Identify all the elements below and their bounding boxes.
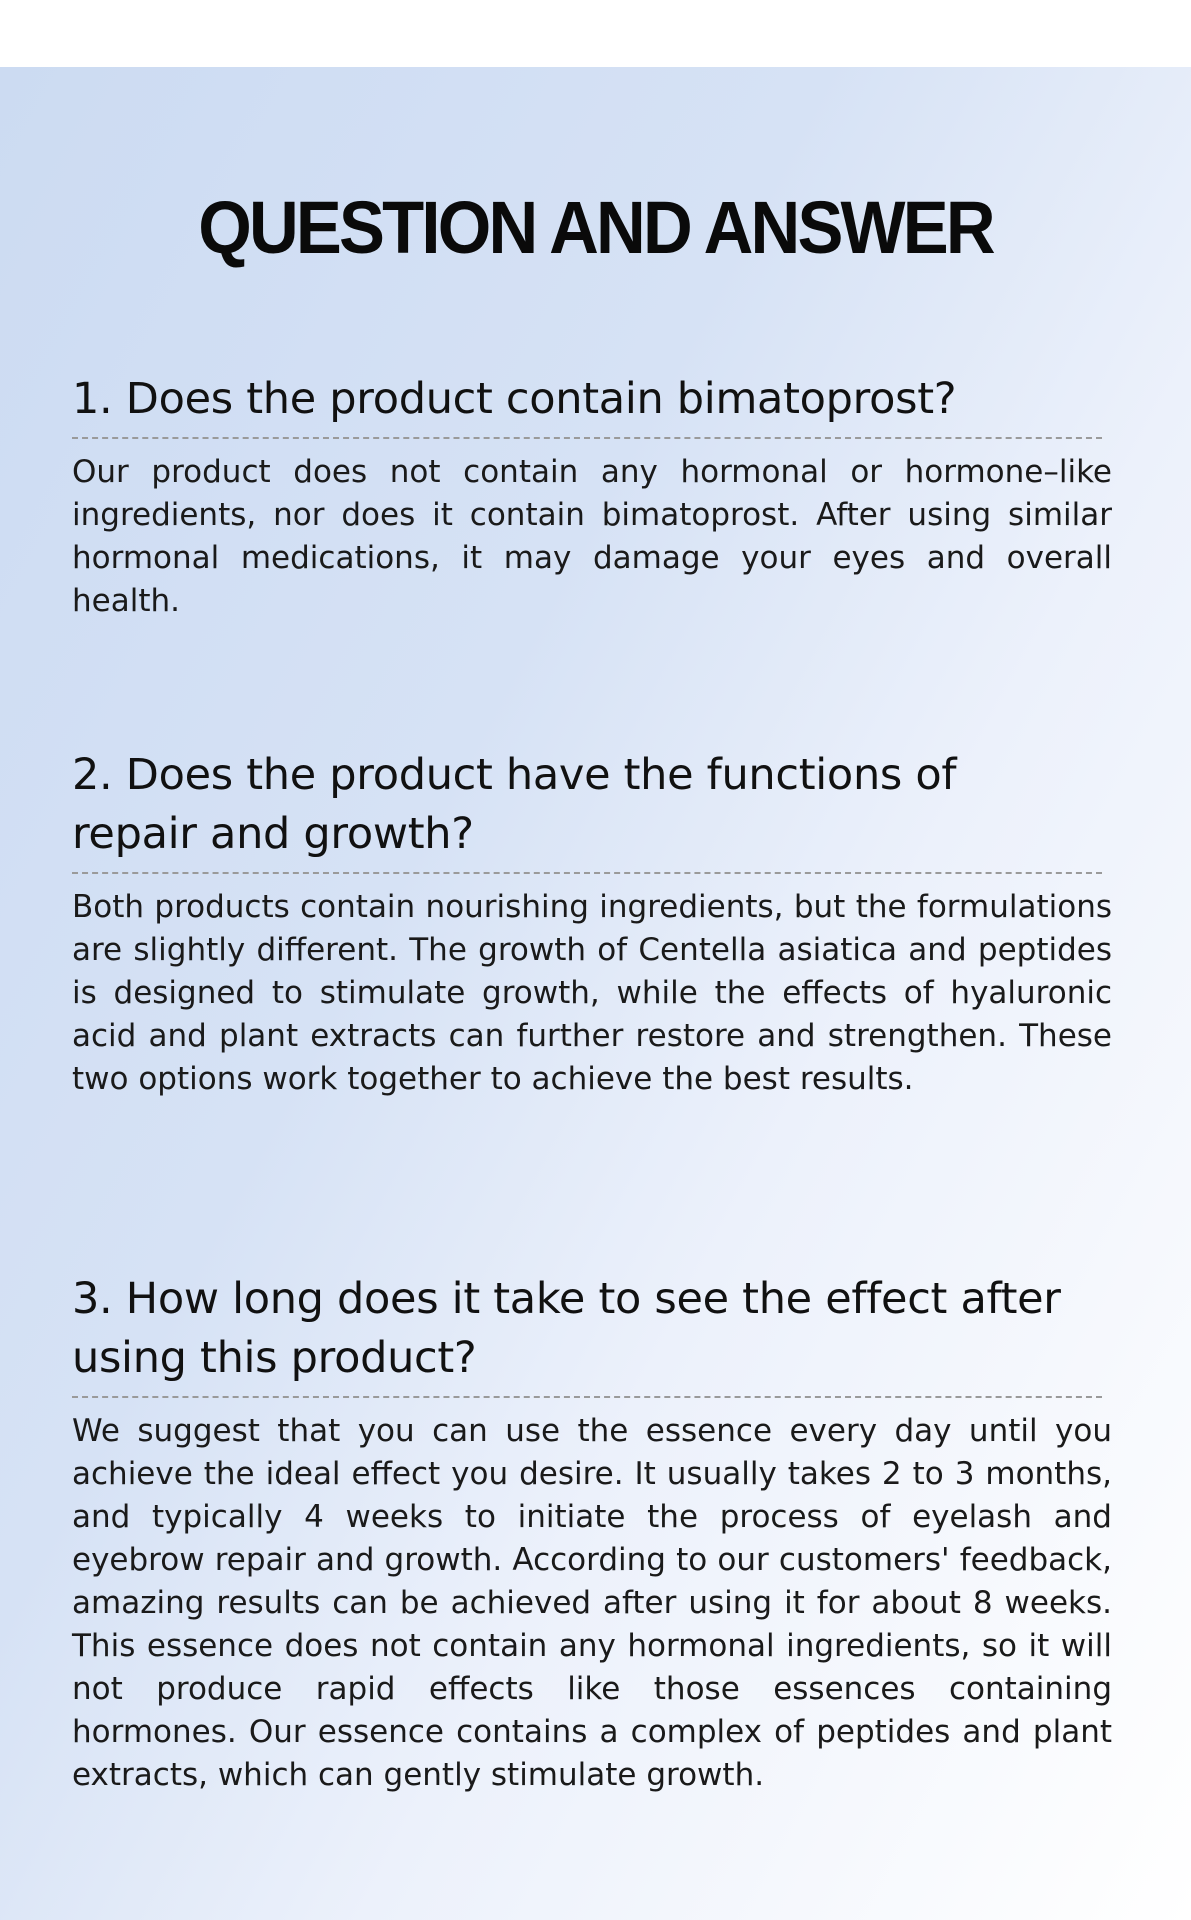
faq-answer-1: Our product does not contain any hormonal or hormone–like ingredients, nor does it contain bimatoprost. After using similar hormonal medications, it may damage your eyes and overall health. — [72, 454, 1112, 619]
faq-divider-3 — [72, 1396, 1102, 1398]
faq-item-3 — [72, 1270, 1112, 1797]
top-white-strip — [0, 0, 1191, 67]
faq-answer-2: Both products contain nourishing ingredients, but the formulations are slightly different. The growth of Centella asiatica and peptides is designed to stimulate growth, while the effects of hyaluronic acid and plant extracts can further restore and strengthen. These two options work together to achieve the best results. — [72, 889, 1112, 1097]
faq-answer-3: We suggest that you can use the essence every day until you achieve the ideal effect you desire. It usually takes 2 to 3 months, and typically 4 weeks to initiate the process of eyelash and eyebrow repair and growth. According to our customers' feedback, amazing results can be achieved after using it for about 8 weeks. This essence does not contain any hormonal ingredients, so it will not produce rapid effects like those essences containing hormones. Our essence contains a complex of peptides and plant extracts, which can gently stimulate growth. — [72, 1413, 1112, 1793]
faq-question-3: 3. How long does it take to see the effect after using this product? — [72, 1274, 1061, 1383]
page-title: QUESTION AND ANSWER — [198, 186, 993, 269]
faq-divider-2 — [72, 872, 1102, 874]
faq-item-2 — [72, 746, 1112, 1101]
faq-question-2: 2. Does the product have the functions of repair and growth? — [72, 750, 957, 859]
faq-divider-1 — [72, 437, 1102, 439]
faq-item-1 — [72, 370, 1112, 623]
faq-question-1: 1. Does the product contain bimatoprost? — [72, 374, 957, 424]
